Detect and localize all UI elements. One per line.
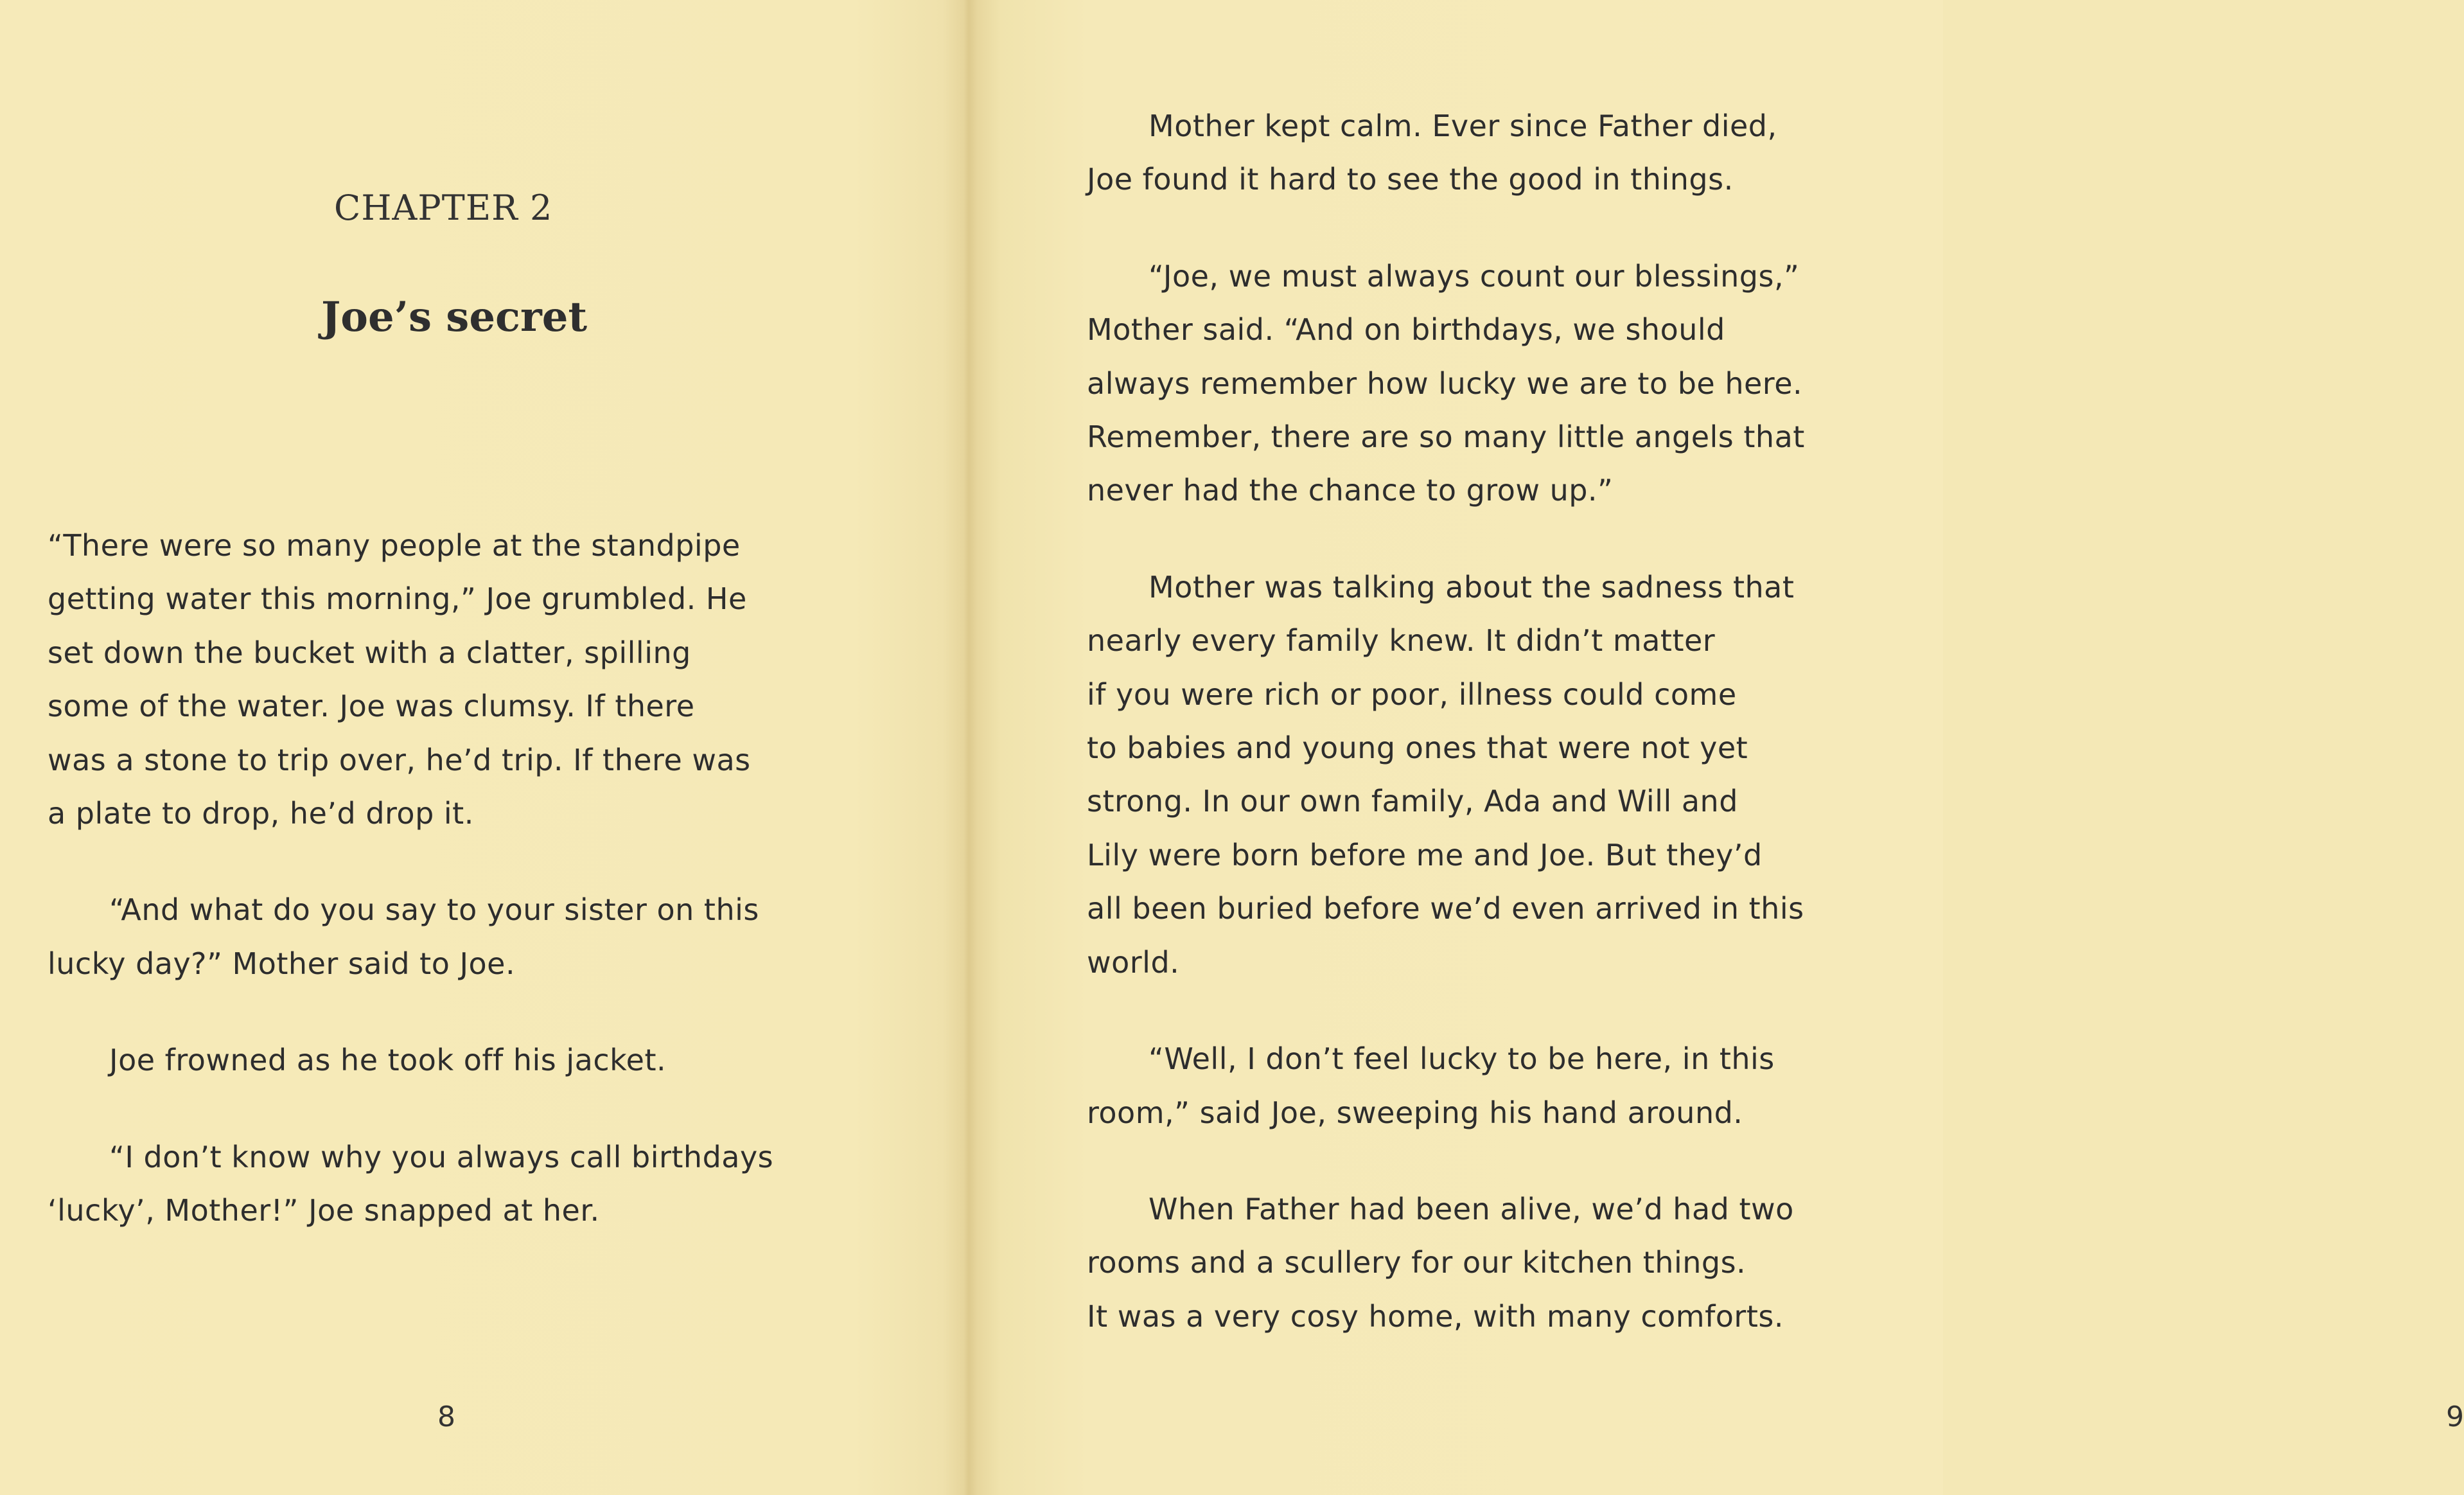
paragraph: “Well, I don’t feel lucky to be here, in this room,” said Joe, sweeping his hand around.	[1087, 1041, 1775, 1130]
left-page	[0, 0, 964, 1495]
paragraph: When Father had been alive, we’d had two rooms and a scullery for our kitchen things. It was a very cosy home, with many comforts.	[1087, 1191, 1794, 1334]
chapter-label: CHAPTER 2	[334, 188, 553, 228]
paragraph: “And what do you say to your sister on this lucky day?” Mother said to Joe.	[48, 892, 759, 981]
paragraph: “I don’t know why you always call birthdays ‘lucky’, Mother!” Joe snapped at her.	[48, 1139, 774, 1228]
paragraph: Joe frowned as he took off his jacket.	[109, 1043, 667, 1078]
paragraph: Mother kept calm. Ever since Father died, Joe found it hard to see the good in things.	[1087, 109, 1777, 197]
paragraph: Mother was talking about the sadness that nearly every family knew. It didn’t matter if you were rich or poor, illness could come to babies and young ones that were not yet strong. In our own family, Ada and Will and Lily were born before me and Joe. But they’d all been buried before we’d even arrived in this world.	[1087, 569, 1804, 980]
right-page-body	[1087, 100, 1941, 1386]
paragraph: “There were so many people at the standpipe getting water this morning,” Joe grumbled. He set down the bucket with a clatter, spilling some of the water. Joe was clumsy. If there was a stone to trip over, he’d trip. If there was a plate to drop, he’d drop it.	[48, 528, 751, 831]
page-number-left: 8	[437, 1401, 455, 1433]
left-page-body	[48, 519, 921, 1280]
paragraph: “Joe, we must always count our blessings,” Mother said. “And on birthdays, we should always remember how lucky we are to be here. Remember, there are so many little angels that never had the chance to grow up.”	[1087, 258, 1805, 508]
page-number-right: 9	[2446, 1401, 2464, 1433]
chapter-title: Joe’s secret	[321, 293, 587, 341]
